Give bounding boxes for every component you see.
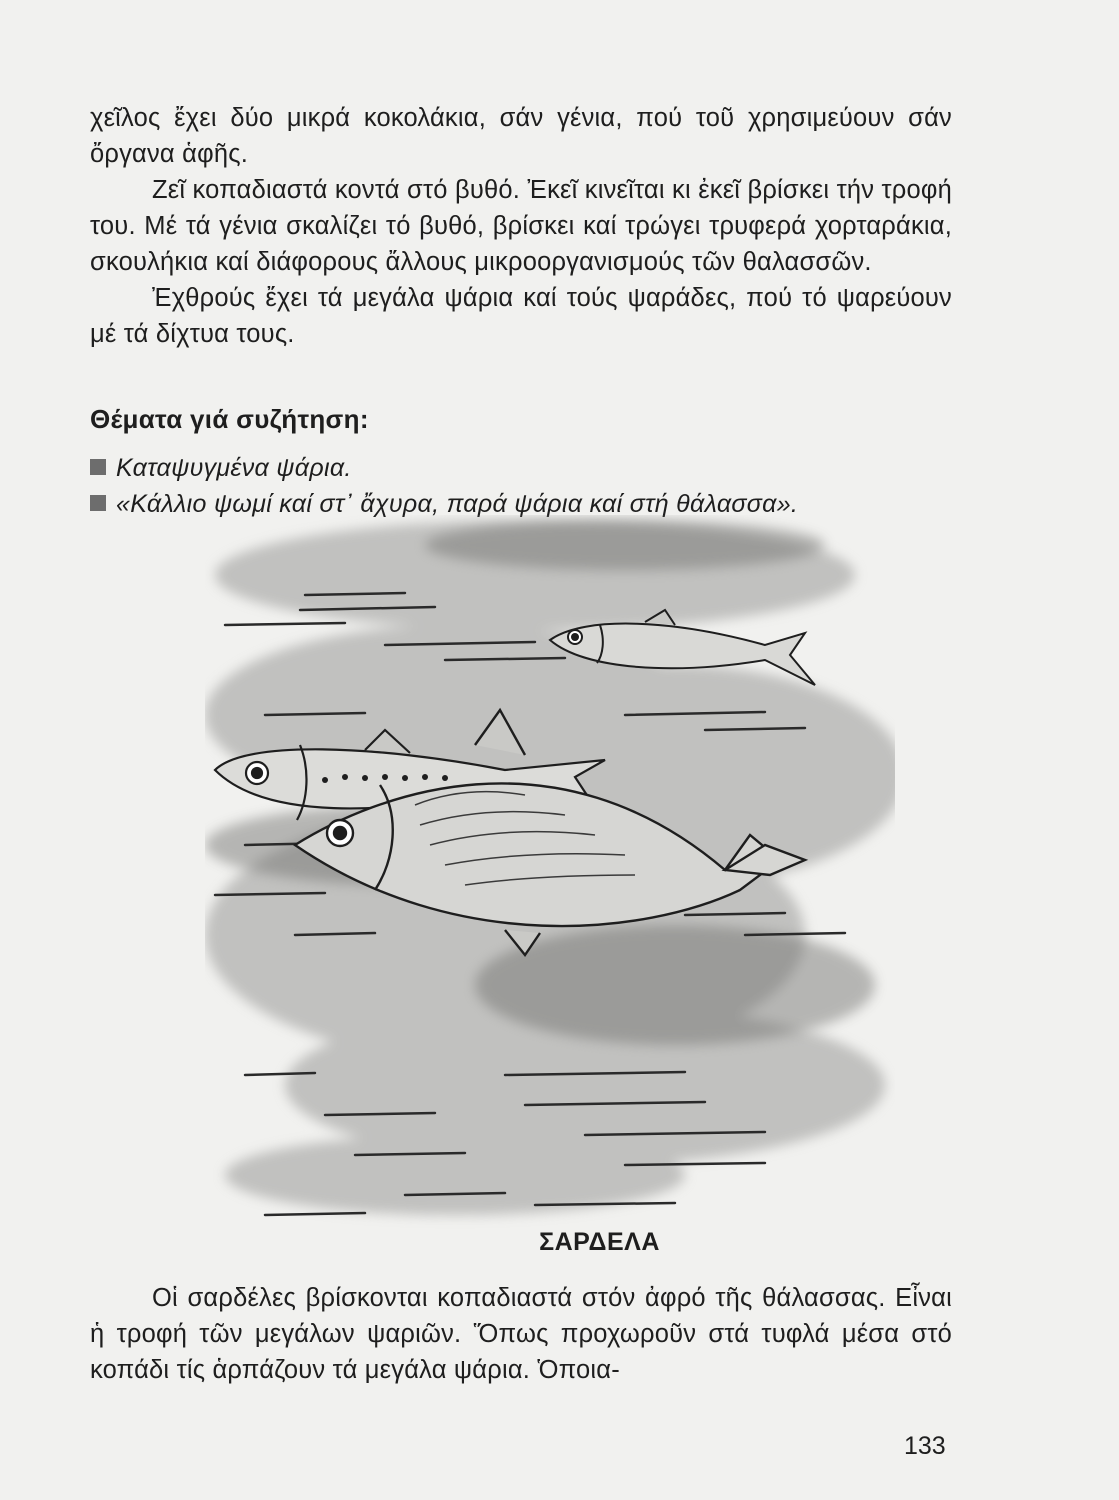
paragraph-1: χεῖλος ἔχει δύο μικρά κοκολάκια, σάν γένια, πού τοῦ χρησιμεύουν σάν ὄργανα ἁφῆς. <box>90 104 952 168</box>
page-number: 133 <box>904 1432 946 1460</box>
bullet-square-icon <box>90 459 106 475</box>
bullet-square-icon <box>90 495 106 511</box>
paragraph-sardine: Οἱ σαρδέλες βρίσκονται κοπαδιαστά στόν ἀφρό τῆς θάλασσας. Εἶναι ἡ τροφή τῶν μεγάλων ψαριῶν. Ὅπως προχωροῦν στά τυφλά μέσα στό κοπάδι τίς ἁρπάζουν τά μεγάλα ψάρια. Ὁποια- <box>90 1284 952 1384</box>
discussion-item-text: «Κάλλιο ψωμί καί στ᾽ ἄχυρα, παρά ψάρια καί στή θάλασσα». <box>116 490 799 518</box>
paragraph-2: Ζεῖ κοπαδιαστά κοντά στό βυθό. Ἐκεῖ κινεῖται κι ἐκεῖ βρίσκει τήν τροφή του. Μέ τά γένια σκαλίζει τό βυθό, βρίσκει καί τρώγει τρυφερά χορταράκια, σκουλήκια καί διάφορους ἄλλους μικροοργανισμούς τῶν θαλασσῶν. <box>90 176 952 276</box>
discussion-heading: Θέματα γιά συζήτηση: <box>90 404 369 434</box>
text-block-bottom <box>90 1280 952 1388</box>
paragraph-3: Ἐχθρούς ἔχει τά μεγάλα ψάρια καί τούς ψαράδες, πού τό ψαρεύουν μέ τά δίχτυα τους. <box>90 284 952 348</box>
illustration-caption: ΣΑΡΔΕΛΑ <box>539 1228 660 1256</box>
discussion-list <box>90 450 990 522</box>
text-block-top <box>90 100 952 352</box>
discussion-item <box>90 450 990 486</box>
sardines-illustration-icon <box>205 515 895 1230</box>
discussion-item-text: Καταψυγμένα ψάρια. <box>116 454 352 482</box>
